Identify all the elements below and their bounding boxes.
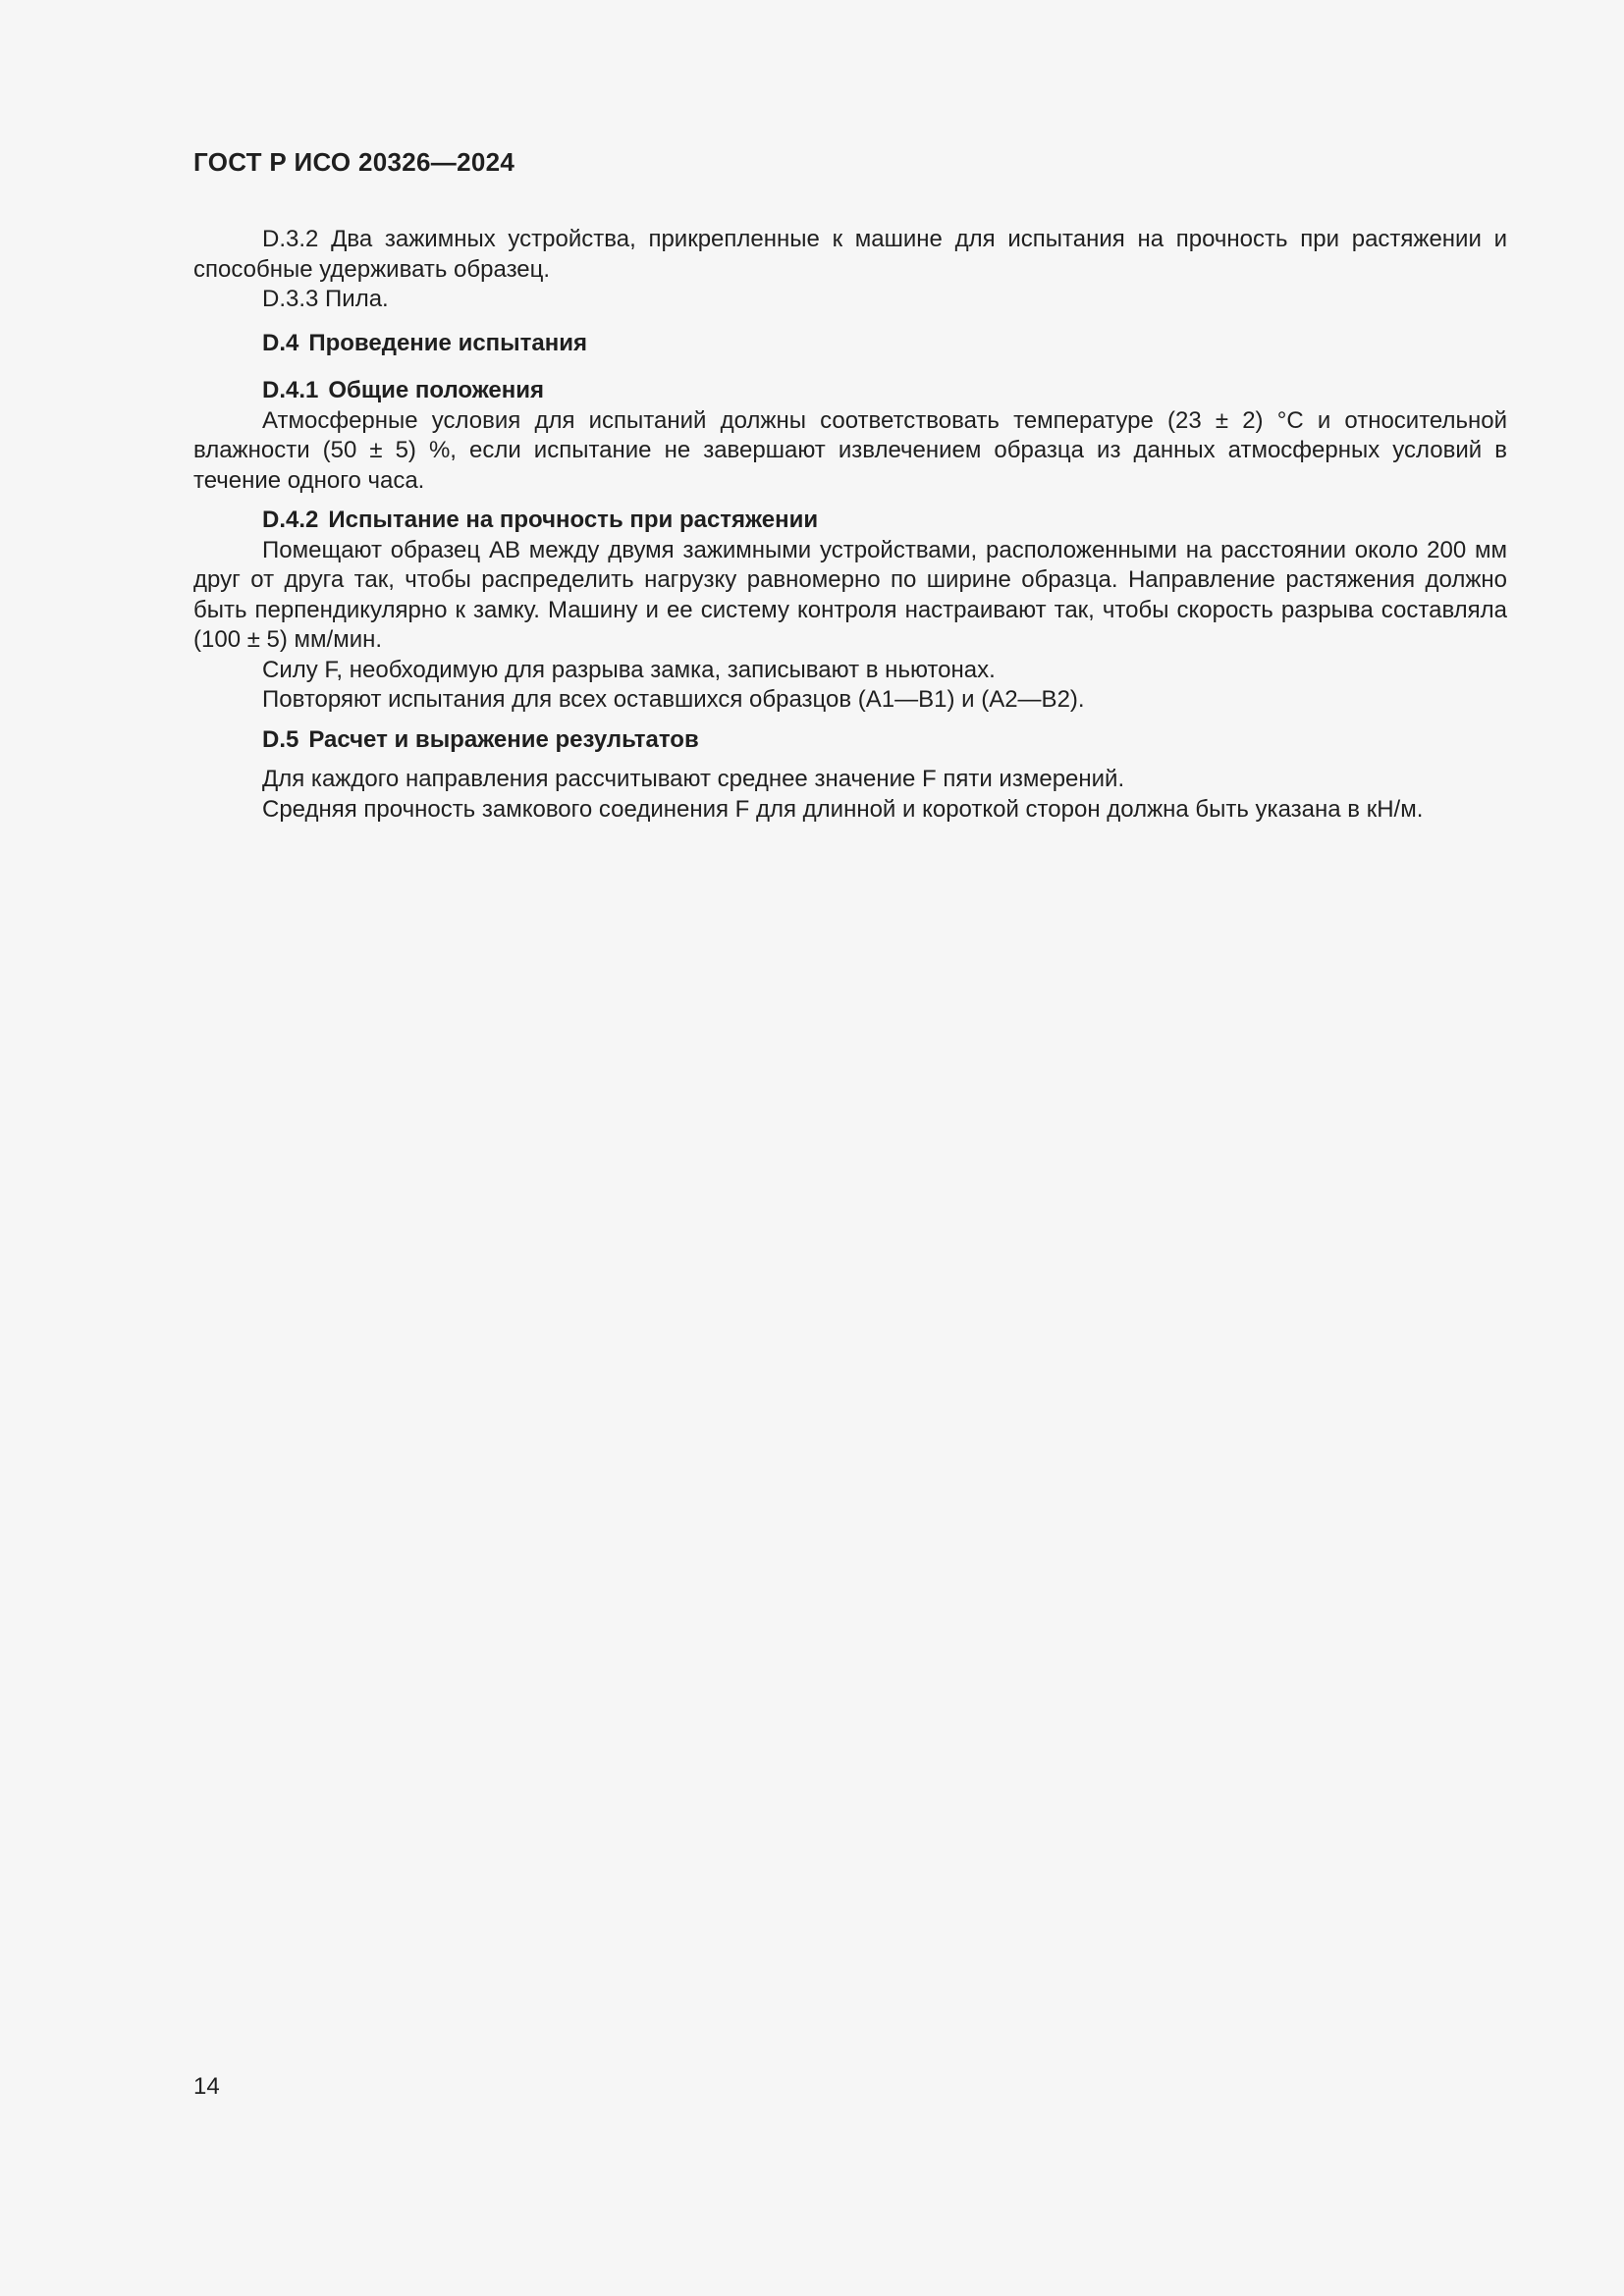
heading-d4-number: D.4 [262,329,299,356]
heading-d5-number: D.5 [262,725,299,753]
heading-d4 [193,329,1507,359]
heading-d5 [193,725,1507,756]
paragraph-d42-2: Силу F, необходимую для разрыва замка, записывают в ньютонах. [262,656,996,683]
heading-d41-number: D.4.1 [262,377,319,403]
paragraph-d42-1: Помещают образец АВ между двумя зажимными устройствами, расположенными на расстоянии около 200 мм друг от друга так, чтобы распределить нагрузку равномерно по ширине образца. Направление растяжения должно быть перпендикулярно к замку. Машину и ее систему контроля настраивают так, чтобы скорость разрыва составляла (100 ± 5) мм/мин. [193,536,1507,653]
paragraph-d5-2: Средняя прочность замкового соединения F для длинной и короткой сторон должна быть указана в кН/м. [262,795,1424,823]
document-body [193,225,1507,825]
heading-d42 [193,506,1507,536]
heading-d41-title: Общие положения [328,377,545,403]
document-header-title: ГОСТ Р ИСО 20326—2024 [193,147,515,177]
paragraph-d42-3: Повторяют испытания для всех оставшихся образцов (А1—В1) и (А2—В2). [262,686,1085,713]
heading-d41 [193,376,1507,406]
heading-d5-title: Расчет и выражение результатов [308,725,699,753]
heading-d4-title: Проведение испытания [308,329,588,356]
paragraph-d32: D.3.2 Два зажимных устройства, прикрепленные к машине для испытания на прочность при растяжении и способные удерживать образец. [193,226,1507,283]
heading-d42-title: Испытание на прочность при растяжении [328,507,819,533]
paragraph-d33: D.3.3 Пила. [262,286,389,312]
heading-d42-number: D.4.2 [262,507,319,533]
page-number: 14 [193,2073,220,2100]
paragraph-d41-1: Атмосферные условия для испытаний должны соответствовать температуре (23 ± 2) °С и относительной влажности (50 ± 5) %, если испытание не завершают извлечением образца из данных атмосферных условий в течение одного часа. [193,406,1507,494]
paragraph-d5-1: Для каждого направления рассчитывают среднее значение F пяти измерений. [262,766,1125,792]
